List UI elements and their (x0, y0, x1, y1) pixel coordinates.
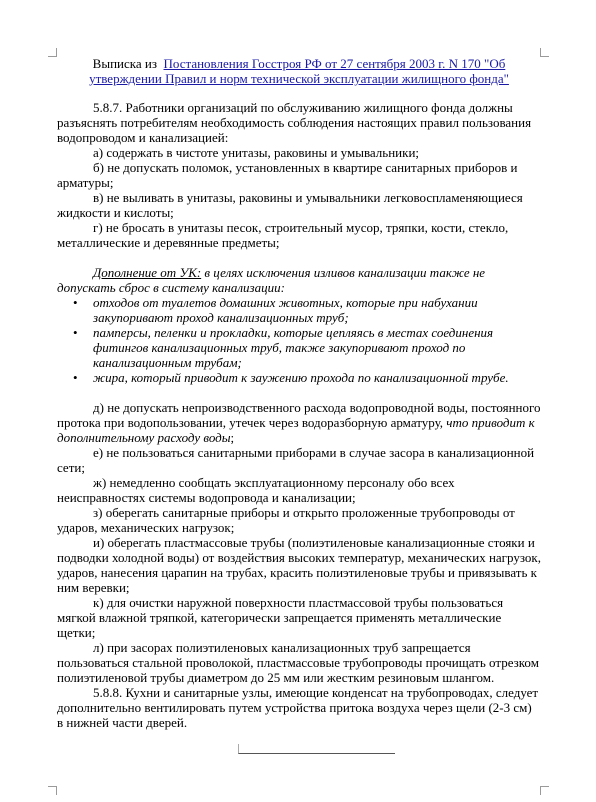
document-body (57, 56, 541, 730)
list-item-g: г) не бросать в унитазы песок, строительный мусор, тряпки, кости, стекло, металлические и деревянные предметы; (57, 220, 509, 250)
bullet-item: • жира, который приводит к заужению прохода по канализационной трубе. (57, 370, 541, 385)
list-item-k: к) для очистки наружной поверхности пластмассовой трубы пользоваться мягкой влажной тряпкой, категорически запрещается применять металлические щетки; (57, 595, 504, 640)
addition-label: Дополнение от УК: (93, 265, 202, 280)
document-title (57, 56, 541, 86)
section-5-8-8: 5.8.8. Кухни и санитарные узлы, имеющие конденсат на трубопроводах, следует дополнительно вентилировать путем устройства притока воздуха через щели (2-3 см) в нижней части дверей. (57, 685, 539, 730)
bullet-item: • отходов от туалетов домашних животных, которые при набухании закупоривают проход канализационных труб; (57, 295, 541, 325)
list-item-i: и) оберегать пластмассовые трубы (полиэтиленовые канализационные стояки и подводки холодной воды) от воздействия высоких температур, механических нагрузок, ударов, нанесения царапин на трубах, красить полиэтиленовые трубы и привязывать к ним веревки; (57, 535, 541, 595)
item-d-italic: что приводит к дополнительному расходу воды (57, 415, 535, 445)
item-d-end: ; (230, 430, 235, 445)
crop-mark-top-left (48, 48, 57, 57)
list-item-d (57, 400, 541, 445)
addition-bullet-list (57, 295, 541, 385)
list-item-z: з) оберегать санитарные приборы и открыто проложенные трубопроводы от ударов, механических нагрузок; (57, 505, 515, 535)
crop-mark-bottom-left (48, 786, 57, 795)
crop-mark-top-right (540, 48, 549, 57)
section-5-8-7: 5.8.7. Работники организаций по обслуживанию жилищного фонда должны разъяснять потребителям необходимость соблюдения настоящих правил пользования водопроводом и канализацией: (57, 100, 532, 145)
list-item-b: б) не допускать поломок, установленных в квартире санитарных приборов и арматуры; (57, 160, 518, 190)
list-item-e: е) не пользоваться санитарными приборами в случае засора в канализационной сети; (57, 445, 535, 475)
item-d-text: д) не допускать непроизводственного расхода водопроводной воды, постоянного протока при водопользовании, утечек через водоразборную арматуру, (57, 400, 541, 430)
list-item-a: а) содержать в чистоте унитазы, раковины и умывальники; (93, 145, 420, 160)
list-item-l: л) при засорах полиэтиленовых канализационных труб запрещается пользоваться стальной проволокой, пластмассовые трубопроводы прочищать отрезком полиэтиленовой трубы диаметром до 25 мм или жестким резиновым шлангом. (57, 640, 539, 685)
decree-link[interactable]: Постановления Госстроя РФ от 27 сентября 2003 г. N 170 "Об утверждении Правил и норм технической эксплуатации жилищного фонда" (89, 56, 509, 86)
addition-text: в целях исключения изливов канализации также не допускать сброс в систему канализации: (57, 265, 486, 295)
bullet-item: • памперсы, пеленки и прокладки, которые цепляясь в местах соединения фитингов канализационных труб, также закупоривают проход по канализационным трубам; (57, 325, 541, 370)
footnote-separator (238, 744, 395, 754)
list-item-zh: ж) немедленно сообщать эксплуатационному персоналу обо всех неисправностях системы водопровода и канализации; (57, 475, 455, 505)
crop-mark-bottom-right (540, 786, 549, 795)
title-prefix: Выписка из (92, 56, 157, 71)
list-item-v: в) не выливать в унитазы, раковины и умывальники легковоспламеняющиеся жидкости и кислоты; (57, 190, 523, 220)
addition-paragraph (57, 265, 541, 295)
